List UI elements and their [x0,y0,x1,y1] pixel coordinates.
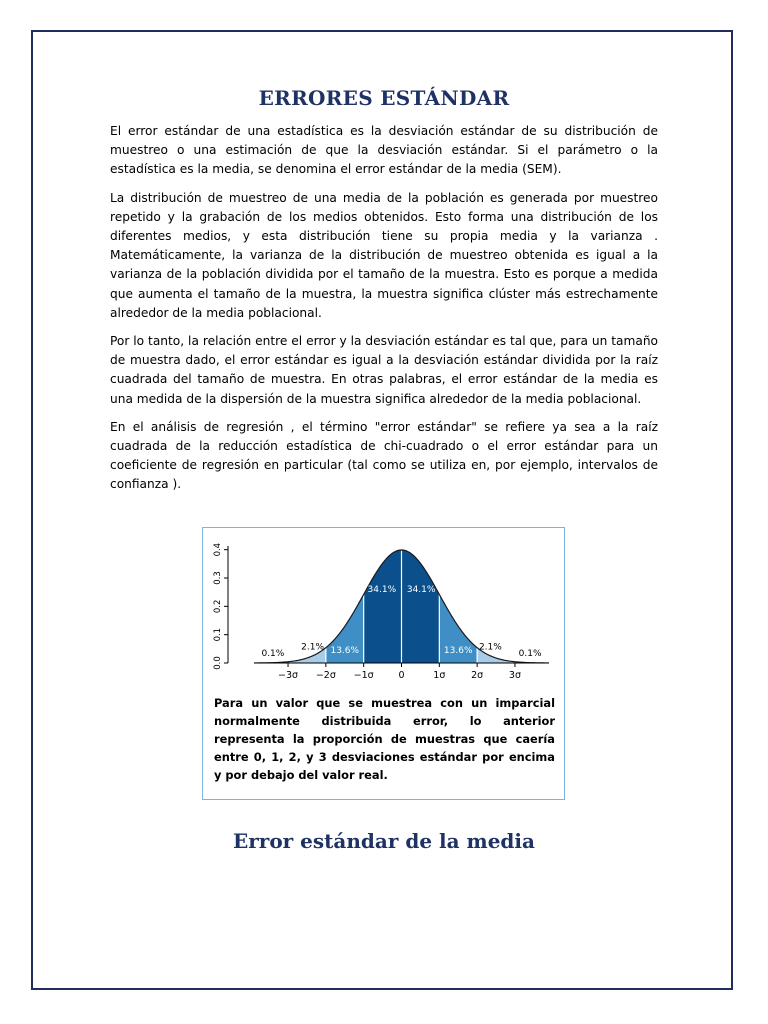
chart-tail-label-1: 0.1% [518,648,542,659]
chart-region-label-2: 34.1% [367,585,397,596]
chart-region-label-3: 34.1% [406,585,436,596]
chart-x-tick-label-4: 1σ [433,670,446,681]
body-text [110,122,658,504]
chart-region-3 [402,550,440,663]
chart-x-tick-label-3: 0 [398,670,405,681]
chart-region-label-0: 2.1% [301,642,325,653]
chart-region-label-4: 13.6% [443,646,473,657]
paragraph-4: En el análisis de regresión , el término "error estándar" se refiere ya sea a la raíz cuadrada de la reducción estadística de chi-cuadrado o el error estándar para un coeficiente de regresión en particular (tal como se utiliza en, por ejemplo, intervalos de confianza ). [110,419,658,492]
chart-region-2 [364,550,402,663]
figure-caption: Para un valor que se muestrea con un imparcial normalmente distribuida error, lo anterior representa la proporción de muestras que caería entre 0, 1, 2, y 3 desviaciones estándar por encima y por debajo del valor real. [214,696,555,782]
paragraph-1: El error estándar de una estadística es la desviación estándar de su distribución de muestreo o una estimación de que la desviación estándar. Si el parámetro o la estadística es la media, se denomina el error estándar de la media (SEM). [110,124,658,177]
chart-x-tick-label-0: −3σ [278,670,299,681]
document-title: ERRORES ESTÁNDAR [258,86,510,110]
chart-y-tick-label-3: 0.3 [213,571,223,585]
document-subtitle: Error estándar de la media [233,829,535,853]
chart-x-tick-label-5: 2σ [471,670,484,681]
paragraph-3: Por lo tanto, la relación entre el error y la desviación estándar es tal que, para un tamaño de muestra dado, el error estándar es igual a la desviación estándar dividida por la raíz cuadrada del tamaño de muestra. En otras palabras, el error estándar de la media es una medida de la dispersión de la muestra significa alrededor de la media poblacional. [110,334,658,406]
chart-y-tick-label-1: 0.1 [213,627,223,642]
chart-x-tick-label-6: 3σ [508,670,522,681]
chart-curve-layer [254,550,549,663]
chart-y-tick-label-2: 0.2 [213,599,223,614]
chart-x-tick-label-1: −2σ [315,670,336,681]
figure-box [202,527,565,800]
paragraph-2: La distribución de muestreo de una media de la población es generada por muestreo repetido y la grabación de los medios obtenidos. Esto forma una distribución de los diferentes medios, y esta distribución tiene su propia media y la varianza . Matemáticamente, la varianza de la distribución de muestreo obtenida es igual a la varianza de la población dividida por el tamaño de la muestra. Esto es porque a medida que aumenta el tamaño de la muestra, la muestra significa clúster más estrechamente alrededor de la media poblacional. [110,190,658,320]
normal-distribution-chart [206,536,561,686]
chart-region-label-5: 2.1% [478,642,502,653]
chart-svg [206,536,561,686]
chart-x-tick-label-2: −1σ [353,670,374,681]
chart-y-tick-label-4: 0.4 [213,542,223,557]
chart-y-tick-label-0: 0.0 [213,656,223,670]
chart-tail-label-0: 0.1% [261,648,285,659]
chart-region-label-1: 13.6% [330,646,360,657]
